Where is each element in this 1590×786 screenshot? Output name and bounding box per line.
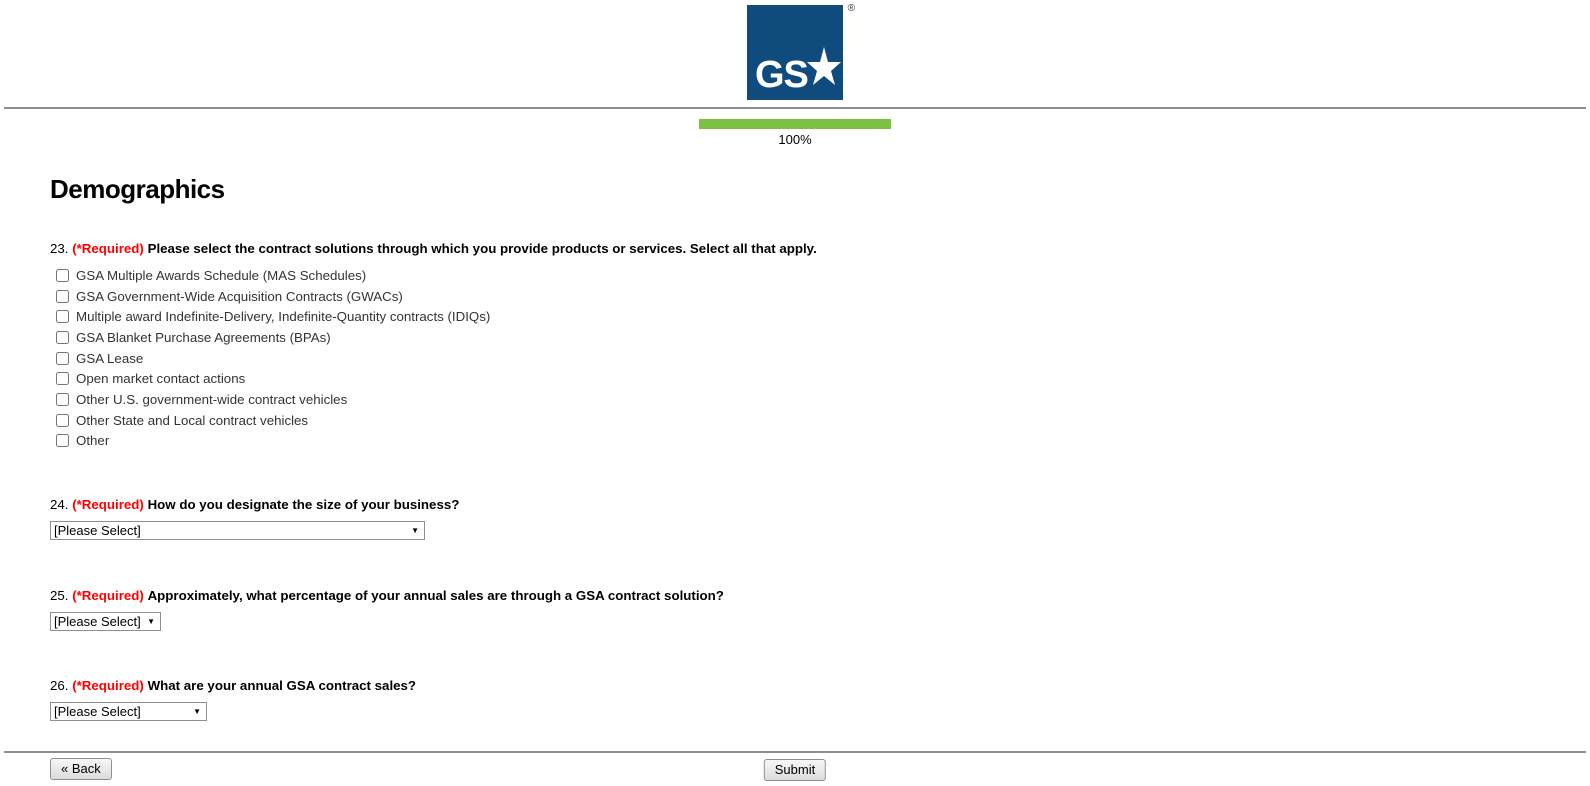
mas-schedules-checkbox[interactable] bbox=[56, 269, 69, 282]
checkbox-label: GSA Government-Wide Acquisition Contracts (GWACs) bbox=[76, 288, 403, 304]
other-us-vehicles-checkbox[interactable] bbox=[56, 393, 69, 406]
bpas-checkbox[interactable] bbox=[56, 331, 69, 344]
checkbox-option-idiqs[interactable] bbox=[56, 306, 1540, 327]
required-badge: (*Required) bbox=[72, 588, 144, 604]
submit-button[interactable]: Submit bbox=[764, 759, 826, 781]
question-26 bbox=[50, 678, 1540, 721]
required-badge: (*Required) bbox=[72, 497, 144, 513]
question-text: What are your annual GSA contract sales? bbox=[147, 678, 417, 694]
footer-divider bbox=[4, 751, 1586, 753]
question-text: Approximately, what percentage of your annual sales are through a GSA contract solution? bbox=[147, 588, 724, 604]
question-23-label bbox=[50, 241, 1540, 257]
survey-content bbox=[0, 174, 1590, 721]
page-title: Demographics bbox=[50, 174, 225, 204]
annual-sales-select[interactable] bbox=[50, 702, 207, 721]
survey-progress bbox=[699, 119, 891, 147]
checkbox-option-other-us-vehicles[interactable] bbox=[56, 389, 1540, 410]
open-market-checkbox[interactable] bbox=[56, 372, 69, 385]
question-23 bbox=[50, 241, 1540, 451]
progress-bar-fill bbox=[699, 119, 891, 129]
checkbox-option-mas-schedules[interactable] bbox=[56, 265, 1540, 286]
question-text: Please select the contract solutions through which you provide products or services. Select all that apply. bbox=[147, 241, 817, 256]
question-number: 23. bbox=[50, 241, 69, 256]
annual-sales-select-wrap bbox=[50, 702, 207, 721]
progress-percent-label: 100% bbox=[778, 132, 812, 147]
gsa-logo bbox=[747, 3, 855, 100]
business-size-select-wrap bbox=[50, 521, 425, 540]
gwacs-checkbox[interactable] bbox=[56, 290, 69, 303]
question-25 bbox=[50, 588, 1540, 631]
svg-text:GS: GS bbox=[755, 54, 808, 96]
checkbox-label: Multiple award Indefinite-Delivery, Indefinite-Quantity contracts (IDIQs) bbox=[76, 309, 491, 325]
state-local-vehicles-checkbox[interactable] bbox=[56, 414, 69, 427]
sales-percentage-select-wrap bbox=[50, 612, 161, 631]
question-24 bbox=[50, 497, 1540, 540]
required-badge: (*Required) bbox=[72, 678, 144, 694]
checkbox-option-gwacs[interactable] bbox=[56, 286, 1540, 307]
checkbox-label: GSA Lease bbox=[76, 350, 144, 366]
checkbox-label: Other State and Local contract vehicles bbox=[76, 412, 309, 428]
checkbox-option-gsa-lease[interactable] bbox=[56, 348, 1540, 369]
question-25-label bbox=[50, 588, 1540, 604]
footer-actions bbox=[0, 756, 1590, 786]
question-number: 25. bbox=[50, 588, 69, 604]
page-header bbox=[0, 0, 1590, 105]
contract-solutions-checkbox-group bbox=[50, 265, 1540, 451]
dropdown-arrow-icon: ▼ bbox=[147, 616, 155, 626]
idiqs-checkbox[interactable] bbox=[56, 310, 69, 323]
question-26-label bbox=[50, 678, 1540, 694]
dropdown-arrow-icon: ▼ bbox=[411, 525, 419, 535]
other-checkbox[interactable] bbox=[56, 434, 69, 447]
gsa-logo-icon bbox=[747, 5, 843, 100]
question-number: 26. bbox=[50, 678, 69, 694]
sales-percentage-select[interactable] bbox=[50, 612, 161, 631]
registered-trademark-icon: ® bbox=[847, 3, 855, 14]
dropdown-arrow-icon: ▼ bbox=[193, 706, 201, 716]
question-24-label bbox=[50, 497, 1540, 513]
header-divider bbox=[4, 107, 1586, 109]
gsa-lease-checkbox[interactable] bbox=[56, 352, 69, 365]
required-badge: (*Required) bbox=[72, 241, 144, 256]
checkbox-option-open-market[interactable] bbox=[56, 368, 1540, 389]
checkbox-label: Other bbox=[76, 433, 110, 449]
checkbox-label: GSA Multiple Awards Schedule (MAS Schedules) bbox=[76, 267, 367, 283]
checkbox-label: GSA Blanket Purchase Agreements (BPAs) bbox=[76, 329, 331, 345]
checkbox-label: Other U.S. government-wide contract vehicles bbox=[76, 391, 348, 407]
question-number: 24. bbox=[50, 497, 69, 513]
checkbox-label: Open market contact actions bbox=[76, 371, 246, 387]
question-text: How do you designate the size of your business? bbox=[147, 497, 460, 513]
back-button[interactable]: « Back bbox=[50, 758, 112, 780]
checkbox-option-bpas[interactable] bbox=[56, 327, 1540, 348]
business-size-select[interactable] bbox=[50, 521, 425, 540]
checkbox-option-state-local-vehicles[interactable] bbox=[56, 410, 1540, 431]
checkbox-option-other[interactable] bbox=[56, 431, 1540, 452]
